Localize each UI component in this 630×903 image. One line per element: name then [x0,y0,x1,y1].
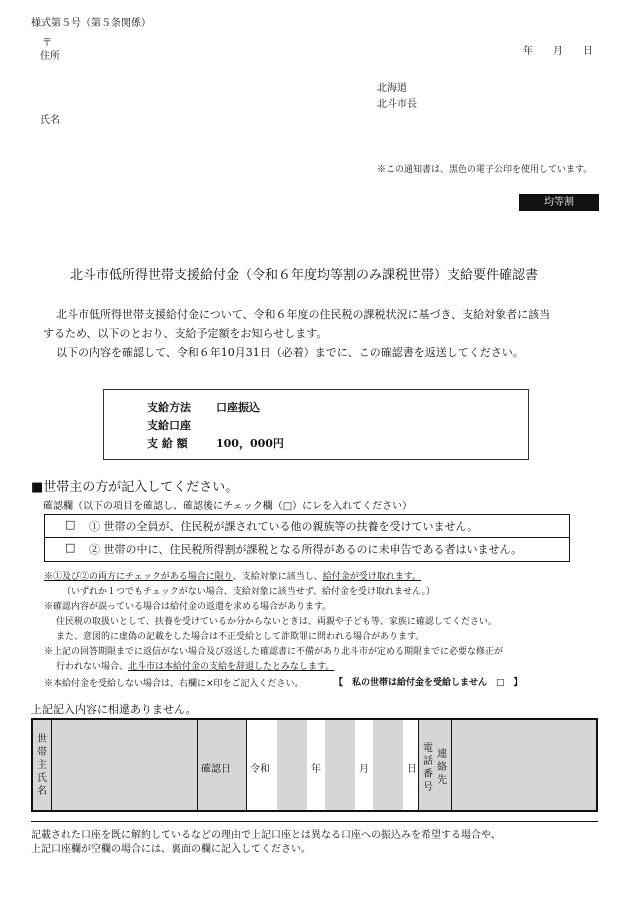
check-item-1[interactable] [45,515,569,538]
payment-amount-value: 100，000円 [216,437,284,450]
check-item-1-text: ① 世帯の全員が、住民税が課されている他の親族等の扶養を受けていません。 [89,520,479,533]
month-field[interactable] [325,720,355,810]
decline-box[interactable]: 【 私の世帯は給付金を受給しません □ 】 [334,678,523,688]
intro-line-2: するため、以下のとおり、支給予定額をお知らせします。 [43,327,328,340]
note-3-sub-b: 北斗市は本給付金の支給を辞退したとみなします。 [128,662,335,672]
note-2-sub-1: 住民税の取扱いとして、扶養を受けているか分からないときは、両親や子ども等、家族に確認してください。 [56,617,497,627]
note-4: ※本給付金を受給しない場合は、右欄に×印をご記入ください。 [44,679,304,689]
note-1-a: ※①及び②の両方にチェックがある場合に限り [44,572,233,582]
note-2-sub-2: また、意図的に虚偽の記載をした場合は不正受給として詐欺罪に問われる場合があります。 [56,632,425,642]
era-label: 令和 [250,764,270,775]
note-1-b: 、支給対象に該当し、 [232,572,323,582]
seal-note: ※この通知書は、黒色の電子公印を使用しています。 [377,165,593,175]
date-year: 年 [523,46,533,57]
contact-label: 連絡先 [437,749,447,786]
payment-method-label: 支給方法 [147,401,191,414]
footer-line-2: 上記口座欄が空欄の場合には、裏面の欄に記入してください。 [31,844,311,855]
day-field[interactable] [373,720,403,810]
form-number: 様式第５号（第５条関係） [31,18,151,29]
householder-label: 世帯主氏名 [37,734,47,797]
checkbox-1[interactable]: □ [65,518,76,531]
note-3: ※上記の回答期限までに返信がない場合及び返送した確認書に不備があり北斗市が定める期限までに必要な修正が [44,647,504,657]
month-label: 月 [359,764,369,775]
payment-account-label: 支給口座 [147,419,191,432]
confirmation-table [31,718,598,812]
check-instruction: 確認欄（以下の項目を確認し、確認後にチェック欄（□）にレを入れてください） [43,501,413,512]
note-3-sub-a: 行われない場合、 [56,662,129,672]
date-month: 月 [553,46,563,57]
day-label: 日 [407,764,417,775]
intro-line-1: 北斗市低所得世帯支援給付金について、令和６年度の住民税の課税状況に基づき、支給対象者に該当 [56,308,551,321]
footer-divider [31,821,598,822]
page-title: 北斗市低所得世帯支援給付金（令和６年度均等割のみ課税世帯）支給要件確認書 [70,268,539,283]
date-day: 日 [583,46,593,57]
confirm-statement: 上記記入内容に相違ありません。 [31,703,197,716]
check-item-2-text: ② 世帯の中に、住民税所得割が課税となる所得があるのに未申告である者はいません。 [89,543,523,556]
address-label: 住所 [40,51,60,62]
note-1-sub: （いずれか１つでもチェックがない場合、支給対象に該当せず、給付金を受け取れません。） [62,587,436,597]
name-label: 氏名 [40,115,60,126]
postal-mark: 〒 [42,38,52,49]
checklist [44,514,570,562]
section-heading: ■世帯主の方が記入してください。 [31,480,239,495]
payment-box [103,389,529,460]
year-label: 年 [311,764,321,775]
note-1 [44,569,421,582]
note-1-c: 給付金が受け取れます。 [322,572,422,582]
issuer-mayor: 北斗市長 [377,99,417,110]
note-2: ※確認内容が誤っている場合は給付金の返還を求める場合があります。 [44,602,332,612]
date-label: 確認日 [201,764,231,775]
intro-line-3: 以下の内容を確認して、令和６年10月31日（必着）までに、この確認書を返送してください。 [56,346,524,359]
tax-type-badge: 均等割 [519,194,599,211]
phone-field[interactable] [452,720,596,810]
note-3-sub [56,659,334,672]
phone-label: 電話番号 [423,743,433,793]
payment-amount-label: 支 給 額 [147,437,188,450]
footer-line-1: 記載された口座を既に解約しているなどの理由で上記口座とは異なる口座への振込みを希望する場合や、 [31,830,501,841]
payment-method-value: 口座振込 [216,401,260,414]
checkbox-2[interactable]: □ [65,541,76,554]
check-item-2[interactable] [45,538,569,560]
householder-name-field[interactable] [52,720,197,810]
issuer-prefecture: 北海道 [377,83,407,94]
year-field[interactable] [277,720,307,810]
